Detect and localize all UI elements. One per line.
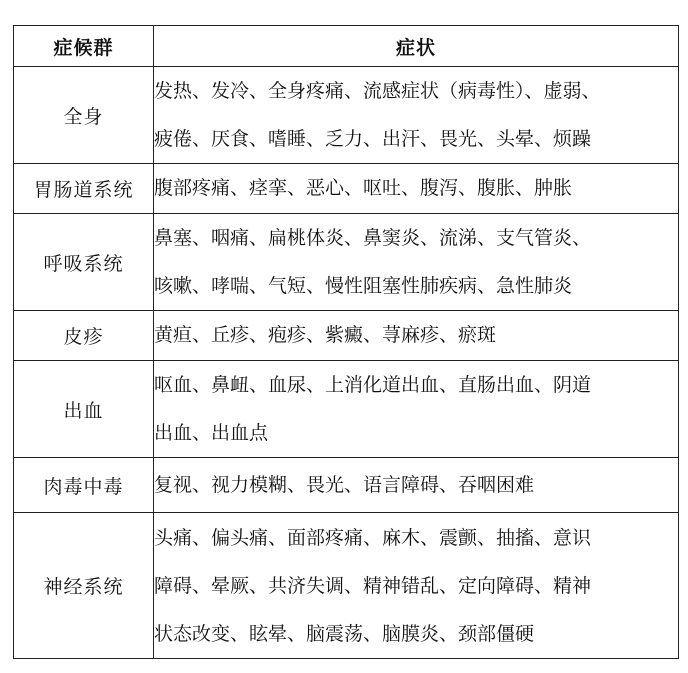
table-row — [14, 214, 679, 311]
group-name: 神经系统 — [14, 513, 154, 659]
group-name: 全身 — [14, 67, 154, 164]
header-symptoms: 症状 — [154, 26, 679, 67]
group-name: 呼吸系统 — [14, 214, 154, 311]
group-name: 胃肠道系统 — [14, 164, 154, 214]
symptom-cell — [154, 311, 679, 361]
group-name: 皮疹 — [14, 311, 154, 361]
table-row — [14, 513, 679, 659]
symptom-line: 障碍、晕厥、共济失调、精神错乱、定向障碍、精神 — [154, 574, 592, 597]
symptom-line: 呕血、鼻衄、血尿、上消化道出血、直肠出血、阴道 — [154, 374, 592, 396]
symptom-line: 鼻塞、咽痛、扁桃体炎、鼻窦炎、流涕、支气管炎、 — [154, 227, 592, 249]
header-row — [14, 26, 679, 67]
symptom-cell — [154, 67, 679, 164]
symptom-line: 头痛、偏头痛、面部疼痛、麻木、震颤、抽搐、意识 — [154, 526, 592, 549]
symptom-line: 复视、视力模糊、畏光、语言障碍、吞咽困难 — [154, 474, 535, 496]
symptom-cell — [154, 458, 679, 513]
symptom-cell — [154, 513, 679, 659]
symptom-line: 咳嗽、哮喘、气短、慢性阻塞性肺疾病、急性肺炎 — [154, 275, 573, 297]
symptom-line: 出血、出血点 — [154, 422, 269, 444]
symptom-line: 腹部疼痛、痉挛、恶心、呕吐、腹泻、腹胀、肿胀 — [154, 177, 573, 199]
table-row — [14, 67, 679, 164]
symptom-line: 黄疸、丘疹、疱疹、紫癜、荨麻疹、瘀斑 — [154, 324, 497, 346]
symptom-cell — [154, 361, 679, 458]
symptom-table — [13, 25, 679, 659]
symptom-line: 发热、发冷、全身疼痛、流感症状（病毒性）、虚弱、 — [154, 80, 601, 102]
symptom-line: 疲倦、厌食、嗜睡、乏力、出汗、畏光、头晕、烦躁 — [154, 128, 592, 150]
group-name: 出血 — [14, 361, 154, 458]
symptom-line: 状态改变、眩晕、脑震荡、脑膜炎、颈部僵硬 — [154, 622, 535, 645]
table-row — [14, 361, 679, 458]
symptom-cell — [154, 164, 679, 214]
group-name: 肉毒中毒 — [14, 458, 154, 513]
header-group: 症候群 — [14, 26, 154, 67]
table-row — [14, 311, 679, 361]
table-row — [14, 458, 679, 513]
symptom-cell — [154, 214, 679, 311]
table-row — [14, 164, 679, 214]
